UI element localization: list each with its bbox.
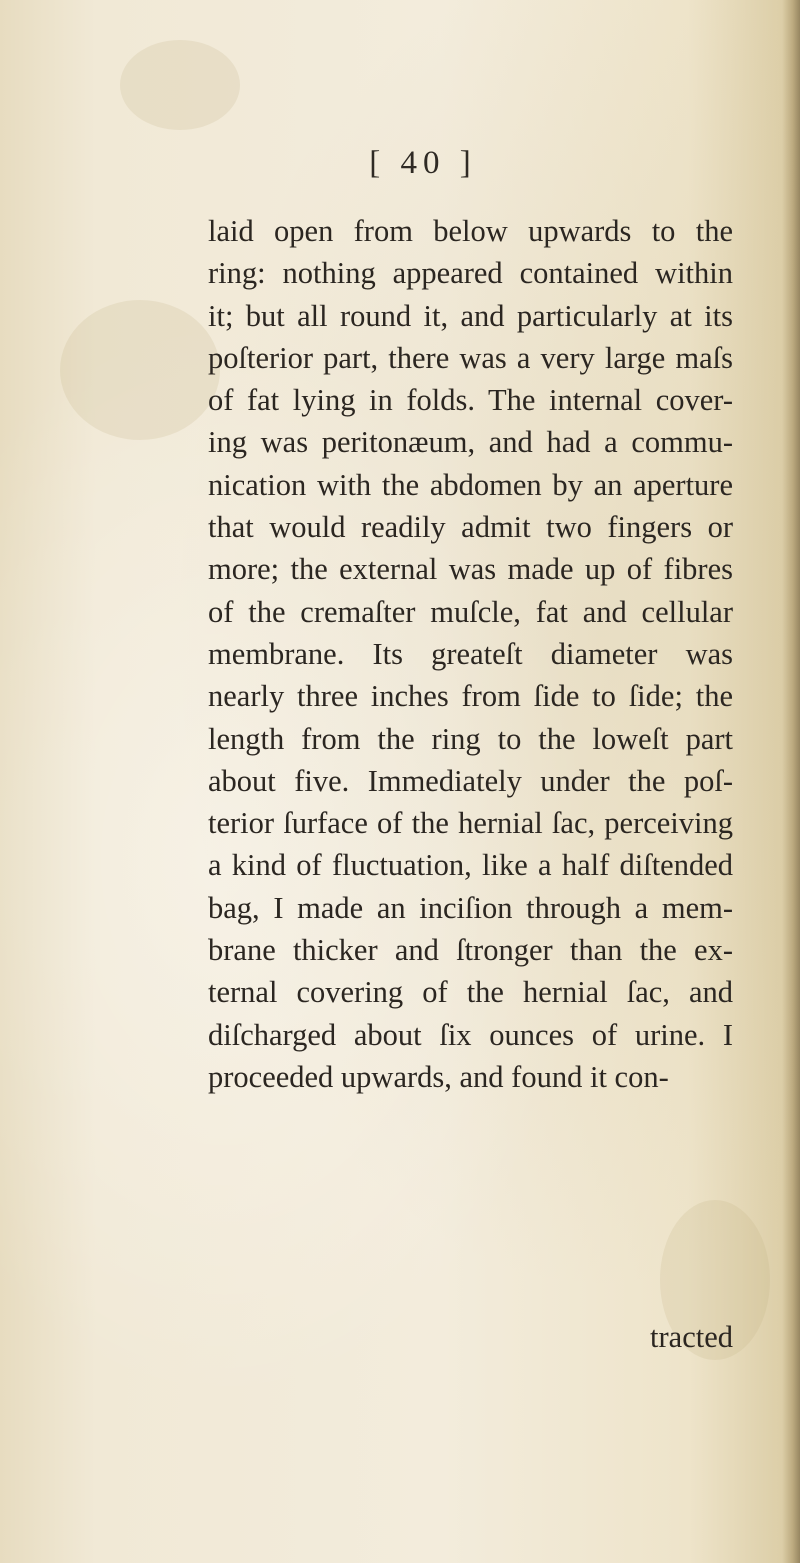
text-line: about five. Immediately under the poſ- bbox=[208, 763, 733, 798]
text-line: length from the ring to the loweſt part bbox=[208, 721, 733, 756]
text-line: ternal covering of the hernial ſac, and bbox=[208, 975, 733, 1010]
text-line: diſcharged about ſix ounces of urine. I bbox=[208, 1017, 733, 1052]
text-line: nication with the abdomen by an aperture bbox=[208, 467, 733, 502]
text-line: bag, I made an inciſion through a mem- bbox=[208, 890, 733, 925]
text-line: proceeded upwards, and found it con- bbox=[208, 1059, 669, 1094]
body-text bbox=[208, 210, 733, 1098]
paper-stain bbox=[60, 300, 220, 440]
text-line: a kind of fluctuation, like a half diſtended bbox=[208, 848, 733, 883]
text-line: brane thicker and ſtronger than the ex- bbox=[208, 933, 733, 968]
text-line: it; but all round it, and particularly at its bbox=[208, 298, 733, 333]
text-line: of fat lying in folds. The internal cover- bbox=[208, 383, 733, 418]
page-edge-shadow bbox=[782, 0, 800, 1563]
text-line: more; the external was made up of fibres bbox=[208, 552, 733, 587]
text-line: poſterior part, there was a very large maſs bbox=[208, 340, 733, 375]
text-line: membrane. Its greateſt diameter was bbox=[208, 636, 733, 671]
text-line: nearly three inches from ſide to ſide; the bbox=[208, 679, 733, 714]
catchword: tracted bbox=[650, 1320, 733, 1354]
text-line: terior ſurface of the hernial ſac, perceiving bbox=[208, 806, 733, 841]
text-line: laid open from below upwards to the bbox=[208, 214, 733, 248]
text-line: that would readily admit two fingers or bbox=[208, 510, 733, 545]
paper-stain bbox=[120, 40, 240, 130]
page-header bbox=[0, 145, 800, 182]
text-line: ring: nothing appeared contained within bbox=[208, 256, 733, 291]
page-number: [ 40 ] bbox=[369, 145, 477, 181]
text-line: ing was peritonæum, and had a commu- bbox=[208, 425, 733, 460]
text-line: of the cremaſter muſcle, fat and cellular bbox=[208, 594, 733, 629]
